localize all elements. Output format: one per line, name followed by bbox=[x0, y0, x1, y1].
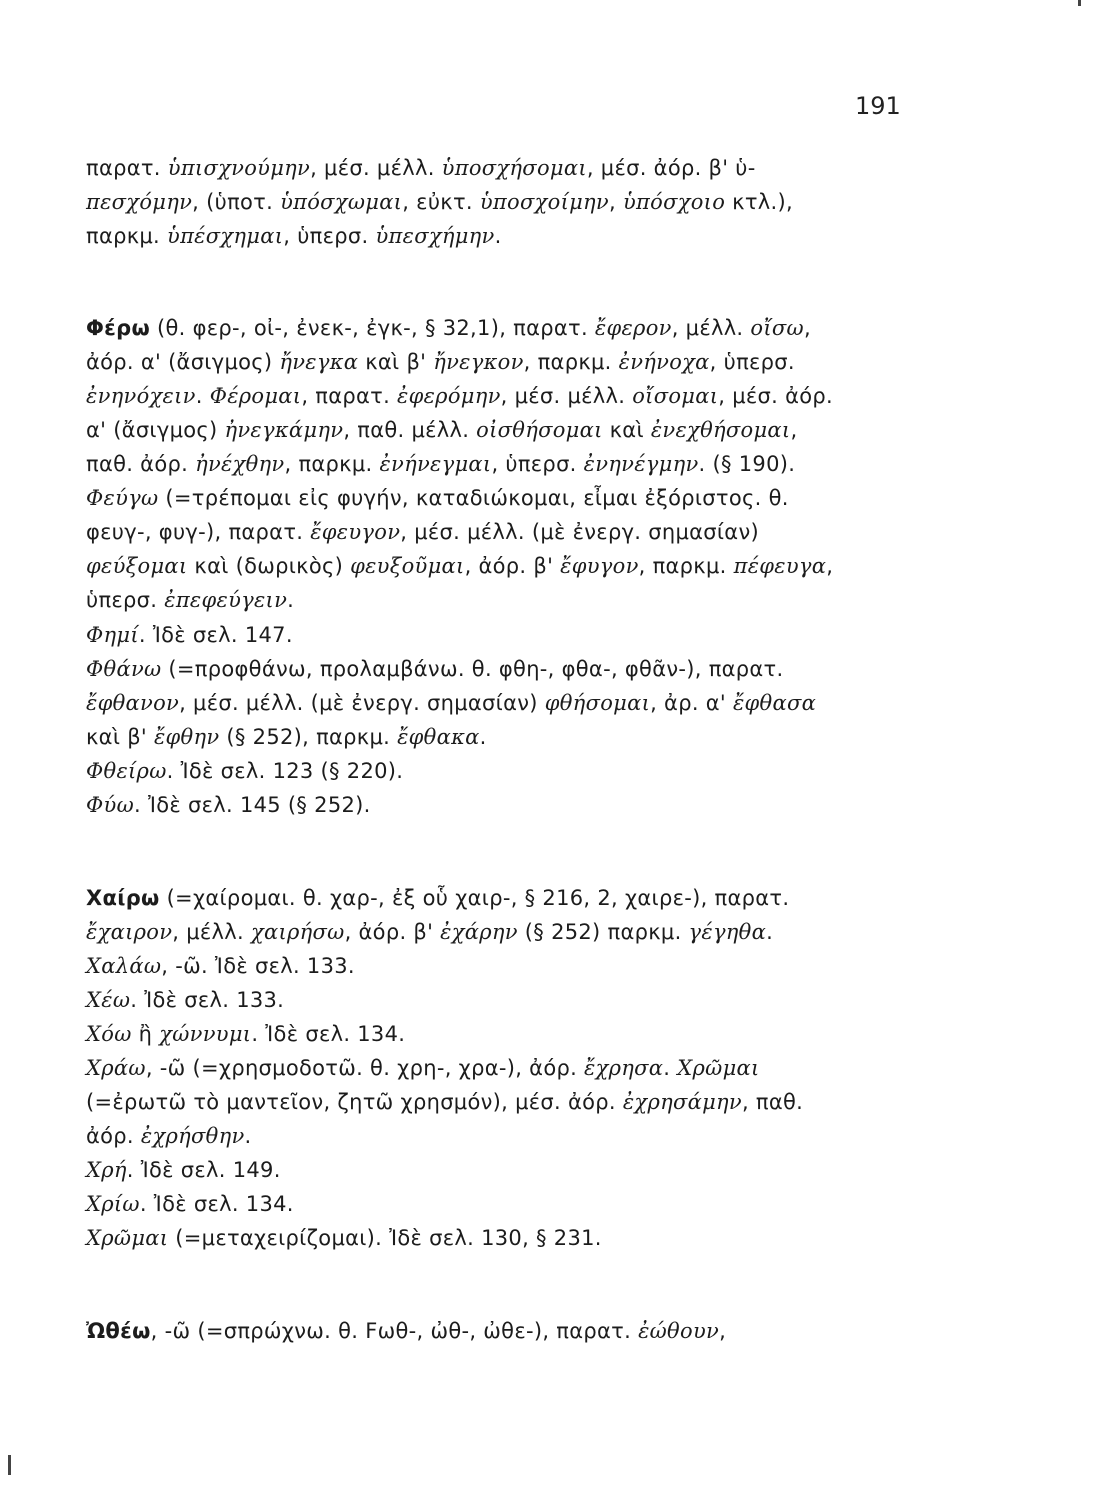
entry-line: ἐνηνόχειν. Φέρομαι, παρατ. ἐφερόμην, μέσ. μέλλ. οἴσομαι, μέσ. ἀόρ. bbox=[86, 384, 833, 408]
headword: Χρή bbox=[86, 1158, 127, 1182]
entry-line: ὑπερσ. ἐπεφεύγειν. bbox=[86, 588, 295, 612]
scan-artifact bbox=[8, 1455, 11, 1475]
entry-line-choo: Χόω ἢ χώννυμι. Ἰδὲ σελ. 134. bbox=[86, 1022, 406, 1046]
entry-line: παρατ. ὑπισχνούμην, μέσ. μέλλ. ὑποσχήσομαι, μέσ. ἀόρ. β' ὑ- bbox=[86, 156, 756, 180]
entry-line-chre: Χρή. Ἰδὲ σελ. 149. bbox=[86, 1158, 281, 1182]
entry-line: πεσχόμην, (ὑποτ. ὑπόσχωμαι, εὐκτ. ὑποσχοίμην, ὑπόσχοιο κτλ.), bbox=[86, 190, 793, 214]
headword: Φθάνω bbox=[86, 657, 162, 681]
entry-line-chalao: Χαλάω, -ῶ. Ἰδὲ σελ. 133. bbox=[86, 954, 355, 978]
entry-line: (=ἐρωτῶ τὸ μαντεῖον, ζητῶ χρησμόν), μέσ. ἀόρ. ἐχρησάμην, παθ. bbox=[86, 1090, 804, 1114]
entry-line: παθ. ἀόρ. ἠνέχθην, παρκμ. ἐνήνεγμαι, ὑπερσ. ἐνηνέγμην. (§ 190). bbox=[86, 452, 796, 476]
headword: Ὠθέω bbox=[86, 1319, 151, 1343]
entry-line: α' (ἄσιγμος) ἠνεγκάμην, παθ. μέλλ. οἰσθήσομαι καὶ ἐνεχθήσομαι, bbox=[86, 418, 798, 442]
headword: Χρῶμαι bbox=[86, 1226, 169, 1250]
headword: Χράω bbox=[86, 1056, 146, 1080]
headword: Χαίρω bbox=[86, 886, 160, 910]
headword: Φέρω bbox=[86, 316, 151, 340]
entry-line: ἀόρ. α' (ἄσιγμος) ἤνεγκα καὶ β' ἤνεγκον, παρκμ. ἐνήνοχα, ὑπερσ. bbox=[86, 350, 795, 374]
entry-line: παρκμ. ὑπέσχημαι, ὑπερσ. ὑπεσχήμην. bbox=[86, 224, 502, 248]
page-number: 191 bbox=[855, 92, 901, 120]
entry-line-phyo: Φύω. Ἰδὲ σελ. 145 (§ 252). bbox=[86, 793, 371, 817]
entry-line-chrao: Χράω, -ῶ (=χρησμοδοτῶ. θ. χρη-, χρα-), ἀόρ. ἔχρησα. Χρῶμαι bbox=[86, 1056, 760, 1080]
headword: Φημί bbox=[86, 623, 139, 647]
entry-line-pheugo: Φεύγω (=τρέπομαι εἰς φυγήν, καταδιώκομαι, εἶμαι ἐξόριστος. θ. bbox=[86, 486, 789, 510]
entry-line-cheo: Χέω. Ἰδὲ σελ. 133. bbox=[86, 988, 285, 1012]
headword: Χέω bbox=[86, 988, 131, 1012]
headword: Φεύγω bbox=[86, 486, 159, 510]
entry-line-phero: Φέρω (θ. φερ-, οἰ-, ἐνεκ-, ἐγκ-, § 32,1), παρατ. ἔφερον, μέλλ. οἴσω, bbox=[86, 316, 811, 340]
headword: Φύω bbox=[86, 793, 135, 817]
headword: Φθείρω bbox=[86, 759, 167, 783]
entry-line-phthano: Φθάνω (=προφθάνω, προλαμβάνω. θ. φθη-, φθα-, φθᾶν-), παρατ. bbox=[86, 657, 784, 681]
scan-artifact bbox=[1078, 0, 1081, 6]
entry-line: φευγ-, φυγ-), παρατ. ἔφευγον, μέσ. μέλλ. (μὲ ἐνεργ. σημασίαν) bbox=[86, 520, 759, 544]
headword: Χαλάω bbox=[86, 954, 162, 978]
entry-line: ἀόρ. ἐχρήσθην. bbox=[86, 1124, 252, 1148]
entry-line: καὶ β' ἔφθην (§ 252), παρκμ. ἔφθακα. bbox=[86, 725, 487, 749]
entry-line: ἔφθανον, μέσ. μέλλ. (μὲ ἐνεργ. σημασίαν) φθήσομαι, ἀρ. α' ἔφθασα bbox=[86, 691, 817, 715]
entry-line-otheo: Ὠθέω, -ῶ (=σπρώχνω. θ. Fωθ-, ὠθ-, ὠθε-), παρατ. ἐώθουν, bbox=[86, 1319, 727, 1343]
entry-line-phemi: Φημί. Ἰδὲ σελ. 147. bbox=[86, 623, 293, 647]
entry-line-chairo: Χαίρω (=χαίρομαι. θ. χαρ-, ἐξ οὗ χαιρ-, § 216, 2, χαιρε-), παρατ. bbox=[86, 886, 790, 910]
headword: Χρίω bbox=[86, 1192, 140, 1216]
entry-line-chromai: Χρῶμαι (=μεταχειρίζομαι). Ἰδὲ σελ. 130, § 231. bbox=[86, 1226, 602, 1250]
entry-line: φεύξομαι καὶ (δωρικὸς) φευξοῦμαι, ἀόρ. β' ἔφυγον, παρκμ. πέφευγα, bbox=[86, 554, 834, 578]
entry-line: ἔχαιρον, μέλλ. χαιρήσω, ἀόρ. β' ἐχάρην (§ 252) παρκμ. γέγηθα. bbox=[86, 920, 774, 944]
entry-line-chrio: Χρίω. Ἰδὲ σελ. 134. bbox=[86, 1192, 294, 1216]
headword: Χόω bbox=[86, 1022, 132, 1046]
entry-line-phtheiro: Φθείρω. Ἰδὲ σελ. 123 (§ 220). bbox=[86, 759, 404, 783]
